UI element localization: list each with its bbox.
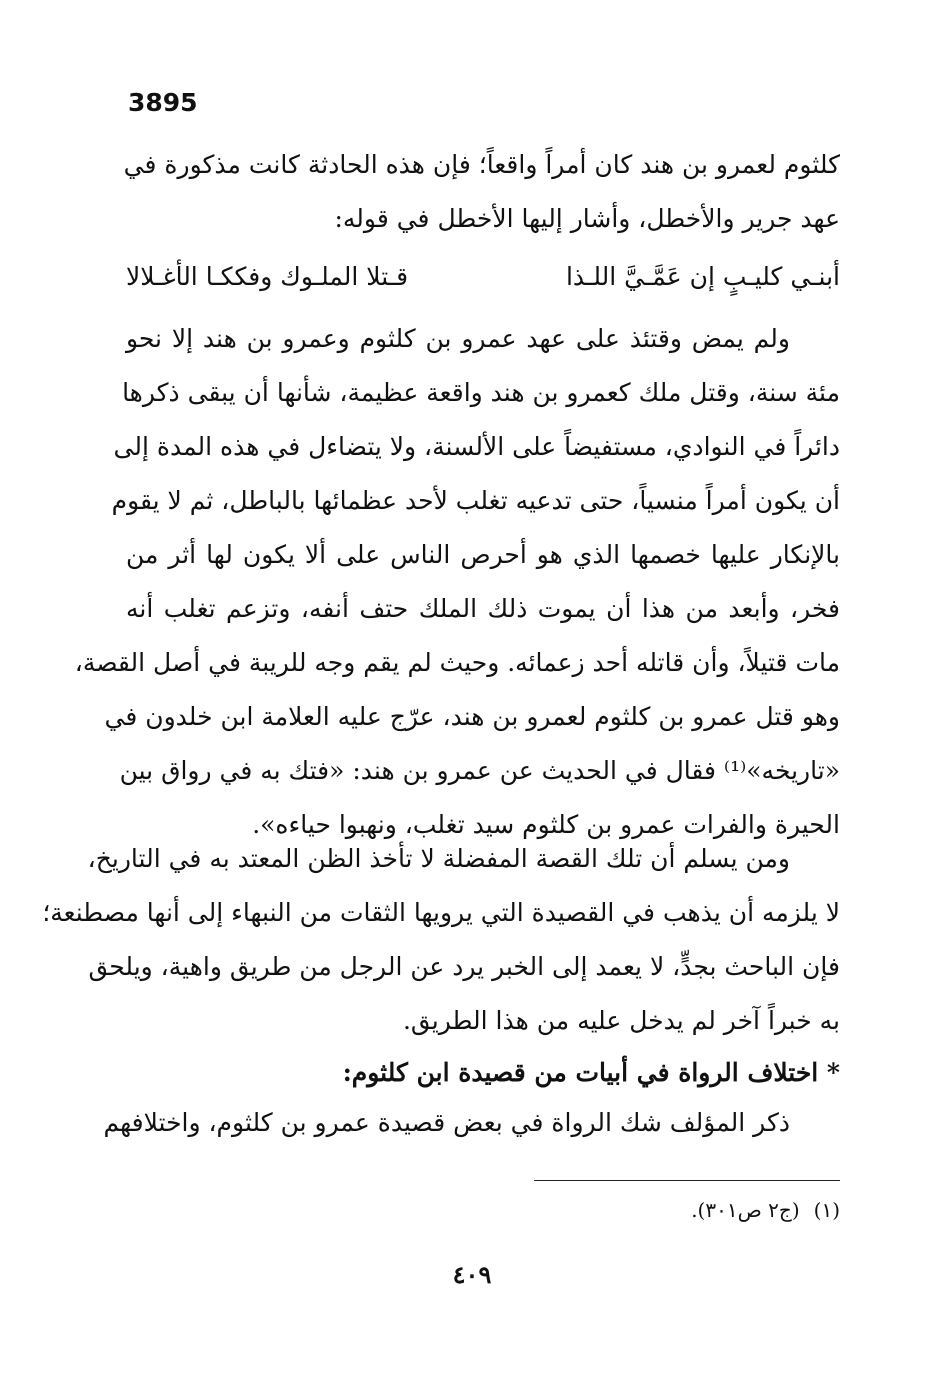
page-number: ٤٠٩ xyxy=(452,1260,492,1289)
footnote-separator xyxy=(534,1180,840,1181)
text-line: الحيرة والفرات عمرو بن كلثوم سيد تغلب، ونهبوا حياءه». xyxy=(252,810,840,839)
text-line: به خبراً آخر لم يدخل عليه من هذا الطريق. xyxy=(402,1006,840,1035)
text-line: عهد جرير والأخطل، وأشار إليها الأخطل في قوله: xyxy=(334,204,840,233)
page-id: 3895 xyxy=(128,88,198,117)
footnote-text: (ج٢ ص٣٠١). xyxy=(691,1198,800,1222)
text-line: لا يلزمه أن يذهب في القصيدة التي يرويها الثقات من النبهاء إلى أنها مصطنعة؛ xyxy=(42,898,840,927)
text-line: مئة سنة، وقتل ملك كعمرو بن هند واقعة عظيمة، شأنها أن يبقى ذكرها xyxy=(122,378,840,407)
paragraph-1 xyxy=(123,138,840,246)
paragraph-2 xyxy=(74,312,840,852)
text-line: فخر، وأبعد من هذا أن يموت ذلك الملك حتف أنفه، وتزعم تغلب أنه xyxy=(126,594,840,623)
verse-first-half: أبنـي كليـبٍ إن عَمَّـيَّ اللـذا xyxy=(565,262,840,291)
text-line: أن يكون أمراً منسياً، حتى تدعيه تغلب لأحد عظمائها بالباطل، ثم لا يقوم xyxy=(111,486,840,515)
text-line: «تاريخه»⁽¹⁾ فقال في الحديث عن عمرو بن هند: «فتك به في رواق بين xyxy=(119,756,840,785)
text-line: ومن يسلم أن تلك القصة المفضلة لا تأخذ الظن المعتد به في التاريخ، xyxy=(87,844,790,873)
text-line: ذكر المؤلف شك الرواة في بعض قصيدة عمرو بن كلثوم، واختلافهم xyxy=(103,1108,790,1137)
footnote xyxy=(126,1192,840,1228)
text-line: فإن الباحث بجدٍّ، لا يعمد إلى الخبر يرد عن الرجل من طريق واهية، ويلحق xyxy=(88,952,840,981)
text-line: وهو قتل عمرو بن كلثوم لعمرو بن هند، عرّج عليه العلامة ابن خلدون في xyxy=(104,702,840,731)
paragraph-4 xyxy=(103,1096,840,1150)
verse-second-half: قـتلا الملـوك وفككـا الأغـلالا xyxy=(126,262,409,291)
text-line: بالإنكار عليها خصمها الذي هو أحرص الناس على ألا يكون لها أثر من xyxy=(126,540,840,569)
paragraph-3 xyxy=(42,832,840,1048)
text-line: ولم يمض وقتئذ على عهد عمرو بن كلثوم وعمرو بن هند إلا نحو xyxy=(126,324,790,353)
section-heading: * اختلاف الرواة في أبيات من قصيدة ابن كلثوم: xyxy=(342,1058,840,1087)
text-line: مات قتيلاً، وأن قاتله أحد زعمائه. وحيث لم يقم وجه للريبة في أصل القصة، xyxy=(74,648,840,677)
footnote-marker: (١) xyxy=(813,1198,840,1222)
text-line: كلثوم لعمرو بن هند كان أمراً واقعاً؛ فإن هذه الحادثة كانت مذكورة في xyxy=(123,150,840,179)
text-line: دائراً في النوادي، مستفيضاً على الألسنة، ولا يتضاءل في هذه المدة إلى xyxy=(113,432,840,461)
poem-verse xyxy=(126,250,840,304)
